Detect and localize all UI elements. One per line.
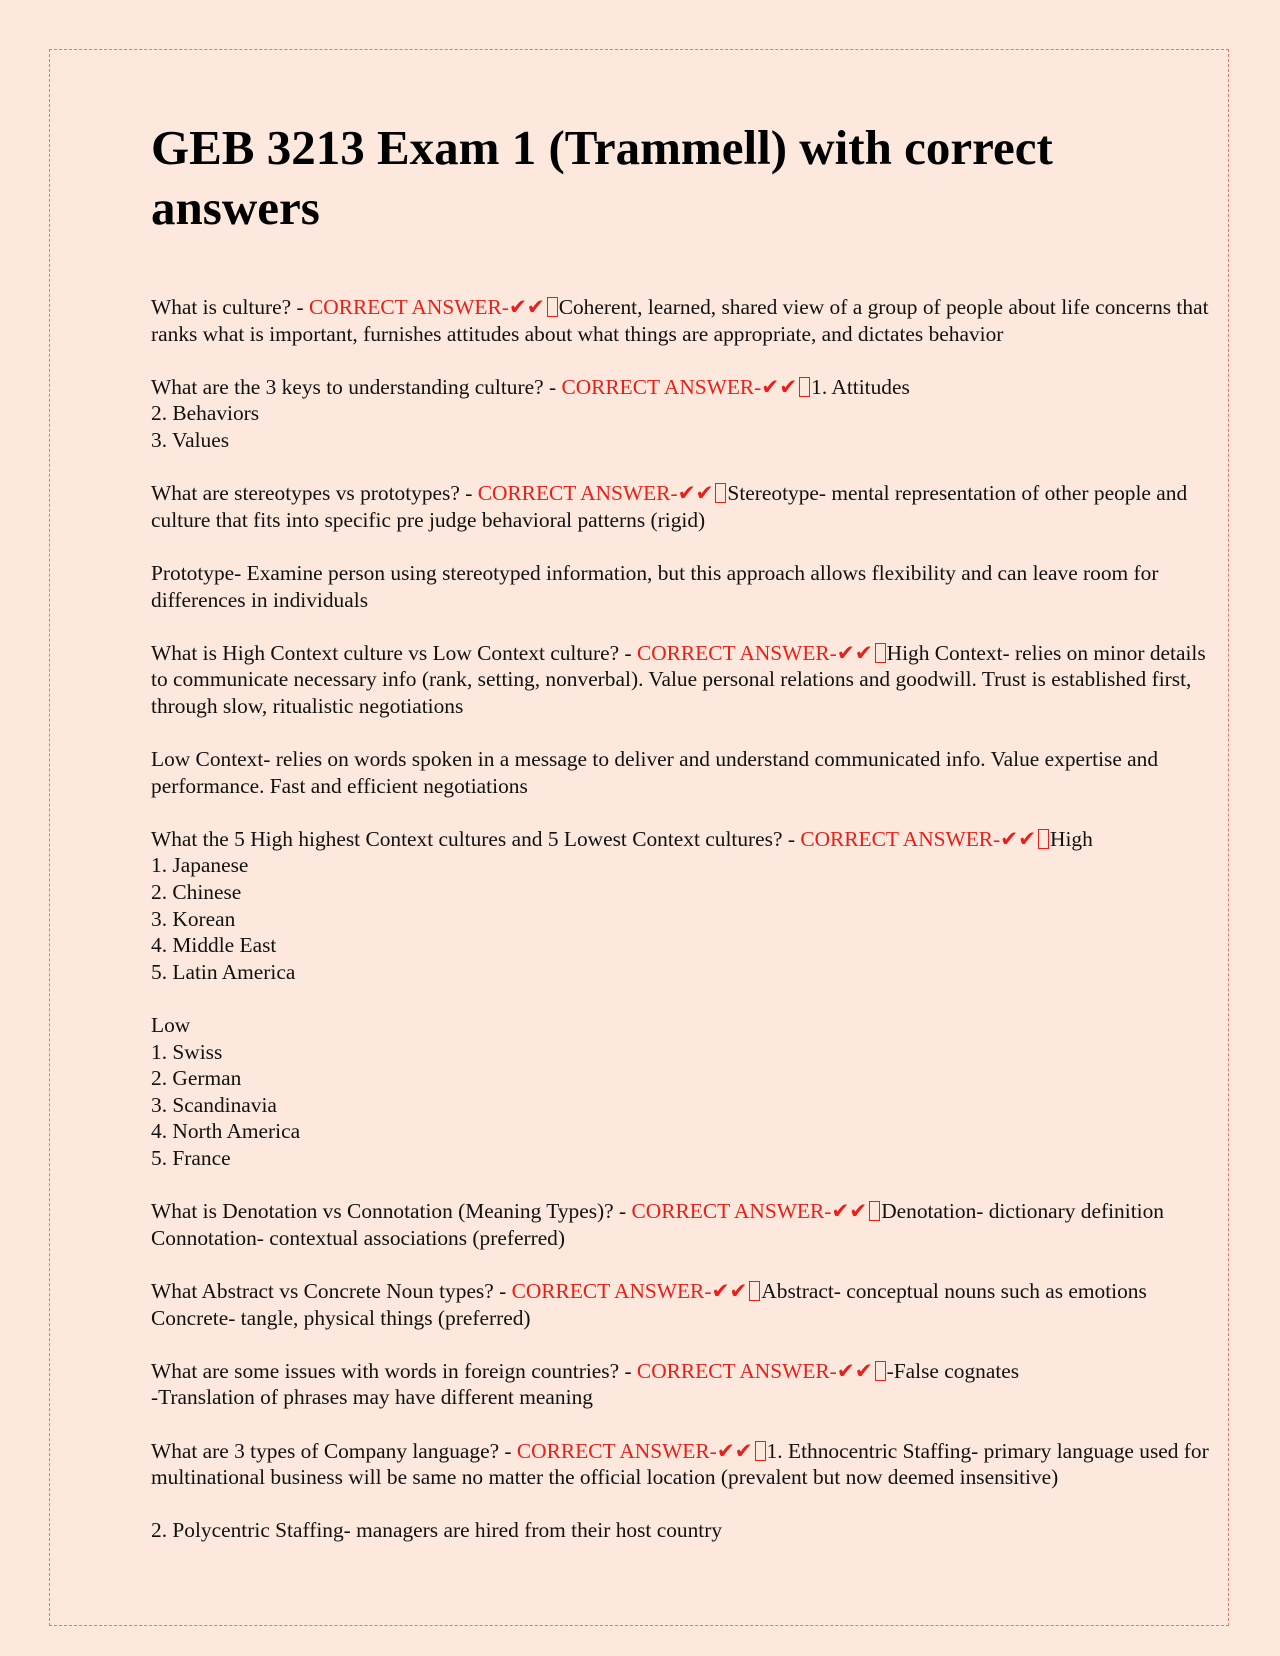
answer-text: High: [1050, 826, 1093, 851]
answer-line: Connotation- contextual associations (preferred): [151, 1225, 566, 1250]
qa-item: [151, 1278, 1211, 1331]
qa-item: [151, 1438, 1211, 1491]
question-text: What is Denotation vs Connotation (Meaning Types)? -: [151, 1199, 632, 1224]
answer-text: -False cognates: [886, 1358, 1020, 1383]
correct-answer-marker: CORRECT ANSWER-✔✔: [309, 295, 545, 319]
missing-glyph-icon: [875, 643, 886, 663]
question-text: What are some issues with words in foreign countries? -: [151, 1358, 637, 1383]
answer-line: 2. Behaviors: [151, 401, 260, 426]
answer-text: 1. Attitudes: [811, 374, 910, 399]
answer-paragraph: 2. Polycentric Staffing- managers are hired from their host country: [151, 1518, 723, 1543]
answer-line: 3. Scandinavia: [151, 1092, 277, 1117]
answer-line: 3. Korean: [151, 906, 236, 931]
correct-answer-marker: CORRECT ANSWER-✔✔: [800, 826, 1037, 851]
answer-line: 4. North America: [151, 1119, 301, 1144]
question-text: What is culture? -: [151, 295, 309, 319]
correct-answer-marker: CORRECT ANSWER-✔✔: [631, 1199, 868, 1224]
missing-glyph-icon: [799, 377, 810, 397]
missing-glyph-icon: [869, 1201, 880, 1221]
missing-glyph-icon: [755, 1441, 766, 1461]
answer-line: 2. German: [151, 1066, 242, 1091]
answer-text: 1. Ethnocentric Staffing- primary language used for multinational business will be same no matter the official location (prevalent but now deemed insensitive): [151, 1438, 1209, 1490]
question-text: What are stereotypes vs prototypes? -: [151, 481, 478, 506]
answer-text: Abstract- conceptual nouns such as emotions: [761, 1278, 1147, 1303]
correct-answer-marker: CORRECT ANSWER-✔✔: [636, 640, 873, 665]
missing-glyph-icon: [547, 297, 558, 317]
question-text: What Abstract vs Concrete Noun types? -: [151, 1278, 512, 1303]
correct-answer-marker: CORRECT ANSWER-✔✔: [477, 481, 714, 506]
qa-item: [151, 1358, 1211, 1411]
qa-item: [151, 640, 1211, 720]
missing-glyph-icon: [1038, 829, 1049, 849]
qa-item: [151, 374, 1211, 454]
answer-line: 1. Japanese: [151, 853, 249, 878]
answer-line: Concrete- tangle, physical things (preferred): [151, 1305, 531, 1330]
document-body: [151, 118, 1211, 1571]
answer-line: 3. Values: [151, 427, 230, 452]
correct-answer-marker: CORRECT ANSWER-✔✔: [516, 1438, 753, 1463]
answer-text: Denotation- dictionary definition: [881, 1199, 1164, 1224]
question-text: What are 3 types of Company language? -: [151, 1438, 517, 1463]
answer-line: 2. Chinese: [151, 880, 242, 905]
question-text: What is High Context culture vs Low Context culture? -: [151, 640, 637, 665]
answer-paragraph: Prototype- Examine person using stereotyped information, but this approach allows flexibility and can leave room for differences in individuals: [151, 560, 1159, 612]
qa-item: [151, 1198, 1211, 1251]
missing-glyph-icon: [749, 1281, 760, 1301]
qa-item: [151, 480, 1211, 533]
answer-text: High Context- relies on minor details to communicate necessary info (rank, setting, nonverbal). Value personal relations and goodwill. Trust is established first, through slow, ritualistic negotiations: [151, 640, 1206, 718]
answer-line: 5. France: [151, 1146, 231, 1170]
document-title: GEB 3213 Exam 1 (Trammell) with correct answers: [151, 120, 1053, 235]
answer-line: Low: [151, 1013, 191, 1038]
answer-line: -Translation of phrases may have different meaning: [151, 1385, 593, 1410]
correct-answer-marker: CORRECT ANSWER-✔✔: [561, 374, 798, 399]
answer-line: 1. Swiss: [151, 1039, 223, 1064]
correct-answer-marker: CORRECT ANSWER-✔✔: [511, 1278, 748, 1303]
answer-paragraph: Low Context- relies on words spoken in a message to deliver and understand communicated info. Value expertise and performance. Fast and efficient negotiations: [151, 747, 1159, 798]
qa-item: [151, 826, 1211, 986]
question-text: What are the 3 keys to understanding culture? -: [151, 374, 562, 399]
missing-glyph-icon: [715, 483, 726, 503]
missing-glyph-icon: [875, 1361, 886, 1381]
answer-line: 5. Latin America: [151, 959, 296, 984]
answer-line: 4. Middle East: [151, 933, 277, 958]
qa-item: [151, 294, 1211, 347]
answer-text: Stereotype- mental representation of other people and culture that fits into specific pre judge behavioral patterns (rigid): [151, 481, 1188, 532]
question-text: What the 5 High highest Context cultures and 5 Lowest Context cultures? -: [151, 826, 801, 851]
answer-list: [151, 1012, 1211, 1172]
answer-text: Coherent, learned, shared view of a group of people about life concerns that ranks what is important, furnishes attitudes about what things are appropriate, and dictates behavior: [151, 295, 1209, 346]
correct-answer-marker: CORRECT ANSWER-✔✔: [636, 1358, 873, 1383]
